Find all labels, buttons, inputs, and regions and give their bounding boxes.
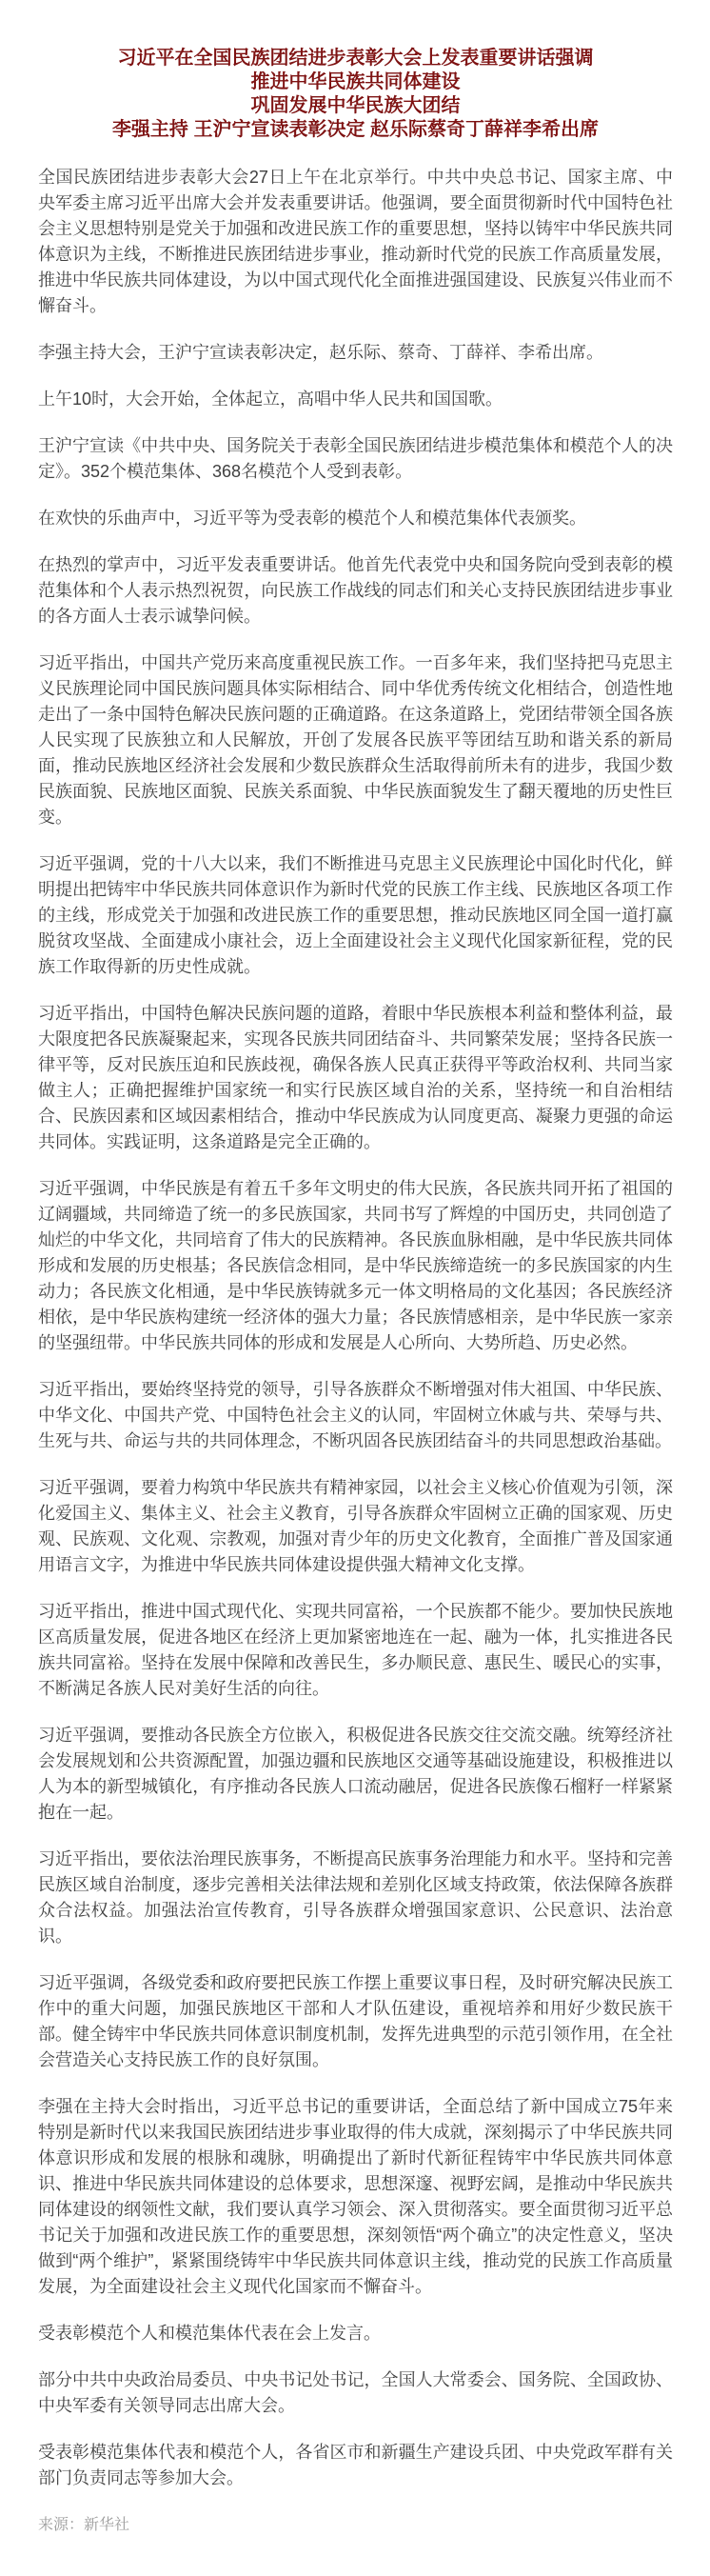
title-line-4: 李强主持 王沪宁宣读表彰决定 赵乐际蔡奇丁薛祥李希出席 bbox=[111, 119, 600, 140]
title-line-2: 推进中华民族共同体建设 bbox=[250, 71, 461, 92]
article-footer bbox=[38, 2512, 673, 2538]
article-paragraph: 在欢快的乐曲声中，习近平等为受表彰的模范个人和模范集体代表颁奖。 bbox=[38, 509, 586, 528]
article-paragraph: 习近平指出，要依法治理民族事务，不断提高民族事务治理能力和水平。坚持和完善民族区域自治制度，逐步完善相关法律法规和差别化区域支持政策，依法保障各族群众合法权益。加强法治宣传教育，引导各族群众增强国家意识、公民意识、法治意识。 bbox=[38, 1849, 673, 1946]
source-line: 来源：新华社 bbox=[38, 2517, 130, 2533]
article-paragraph: 受表彰模范个人和模范集体代表在会上发言。 bbox=[38, 2324, 381, 2343]
article-paragraph: 在热烈的掌声中，习近平发表重要讲话。他首先代表党中央和国务院向受到表彰的模范集体和个人表示热烈祝贺，向民族工作战线的同志们和关心支持民族团结进步事业的各方面人士表示诚挚问候。 bbox=[38, 555, 673, 626]
article-paragraph: 李强在主持大会时指出，习近平总书记的重要讲话，全面总结了新中国成立75年来特别是新时代以来我国民族团结进步事业取得的伟大成就，深刻揭示了中华民族共同体意识形成和发展的根脉和魂脉，明确提出了新时代新征程铸牢中华民族共同体意识、推进中华民族共同体建设的总体要求，思想深邃、视野宏阔，是推动中华民族共同体建设的纲领性文献，我们要认真学习领会、深入贯彻落实。要全面贯彻习近平总书记关于加强和改进民族工作的重要思想，深刻领悟“两个确立”的决定性意义，坚决做到“两个维护”，紧紧围绕铸牢中华民族共同体意识主线，推动党的民族工作高质量发展，为全面建设社会主义现代化国家而不懈奋斗。 bbox=[38, 2097, 673, 2296]
article-title bbox=[38, 47, 673, 142]
article-body bbox=[38, 165, 673, 2491]
article-paragraph: 习近平指出，中国共产党历来高度重视民族工作。一百多年来，我们坚持把马克思主义民族理论同中国民族问题具体实际相结合、同中华优秀传统文化相结合，创造性地走出了一条中国特色解决民族问题的正确道路。在这条道路上，党团结带领全国各族人民实现了民族独立和人民解放，开创了发展各民族平等团结互助和谐关系的新局面，推动民族地区经济社会发展和少数民族群众生活取得前所未有的进步，我国少数民族面貌、民族地区面貌、民族关系面貌、中华民族面貌发生了翻天覆地的历史性巨变。 bbox=[38, 653, 673, 827]
article-paragraph: 习近平指出，中国特色解决民族问题的道路，着眼中华民族根本利益和整体利益，最大限度把各民族凝聚起来，实现各民族共同团结奋斗、共同繁荣发展；坚持各民族一律平等，反对民族压迫和民族歧视，确保各族人民真正获得平等政治权利、共同当家做主人；正确把握维护国家统一和实行民族区域自治的关系，坚持统一和自治相结合、民族因素和区域因素相结合，推动中华民族成为认同度更高、凝聚力更强的命运共同体。实践证明，这条道路是完全正确的。 bbox=[38, 1004, 673, 1151]
article-paragraph: 习近平指出，推进中国式现代化、实现共同富裕，一个民族都不能少。要加快民族地区高质量发展，促进各地区在经济上更加紧密地连在一起、融为一体，扎实推进各民族共同富裕。坚持在发展中保障和改善民生，多办顺民意、惠民生、暖民心的实事，不断满足各族人民对美好生活的向往。 bbox=[38, 1602, 673, 1698]
article-paragraph: 部分中共中央政治局委员、中央书记处书记，全国人大常委会、国务院、全国政协、中央军委有关领导同志出席大会。 bbox=[38, 2370, 673, 2415]
article-paragraph: 全国民族团结进步表彰大会27日上午在北京举行。中共中央总书记、国家主席、中央军委主席习近平出席大会并发表重要讲话。他强调，要全面贯彻新时代中国特色社会主义思想特别是党关于加强和改进民族工作的重要思想，坚持以铸牢中华民族共同体意识为主线，不断推进民族团结进步事业，推动新时代党的民族工作高质量发展，推进中华民族共同体建设，为以中国式现代化全面推进强国建设、民族复兴伟业而不懈奋斗。 bbox=[38, 168, 673, 315]
article-paragraph: 上午10时，大会开始，全体起立，高唱中华人民共和国国歌。 bbox=[38, 389, 503, 409]
article-paragraph: 受表彰模范集体代表和模范个人，各省区市和新疆生产建设兵团、中央党政军群有关部门负责同志等参加大会。 bbox=[38, 2443, 673, 2487]
article-paragraph: 习近平强调，党的十八大以来，我们不断推进马克思主义民族理论中国化时代化，鲜明提出把铸牢中华民族共同体意识作为新时代党的民族工作主线、民族地区各项工作的主线，形成党关于加强和改进民族工作的重要思想，推动民族地区同全国一道打赢脱贫攻坚战、全面建成小康社会，迈上全面建设社会主义现代化国家新征程，党的民族工作取得新的历史性成就。 bbox=[38, 854, 673, 976]
article-paragraph: 李强主持大会，王沪宁宣读表彰决定，赵乐际、蔡奇、丁薛祥、李希出席。 bbox=[38, 343, 603, 362]
title-line-3: 巩固发展中华民族大团结 bbox=[250, 95, 461, 116]
title-line-1: 习近平在全国民族团结进步表彰大会上发表重要讲话强调 bbox=[117, 48, 594, 69]
article-paragraph: 习近平指出，要始终坚持党的领导，引导各族群众不断增强对伟大祖国、中华民族、中华文化、中国共产党、中国特色社会主义的认同，牢固树立休戚与共、荣辱与共、生死与共、命运与共的共同体理念，不断巩固各民族团结奋斗的共同思想政治基础。 bbox=[38, 1380, 673, 1450]
article-paragraph: 习近平强调，要推动各民族全方位嵌入，积极促进各民族交往交流交融。统筹经济社会发展规划和公共资源配置，加强边疆和民族地区交通等基础设施建设，积极推进以人为本的新型城镇化，有序推动各民族人口流动融居，促进各民族像石榴籽一样紧紧抱在一起。 bbox=[38, 1726, 673, 1822]
article-paragraph: 习近平强调，各级党委和政府要把民族工作摆上重要议事日程，及时研究解决民族工作中的重大问题，加强民族地区干部和人才队伍建设，重视培养和用好少数民族干部。健全铸牢中华民族共同体意识制度机制，发挥先进典型的示范引领作用，在全社会营造关心支持民族工作的良好氛围。 bbox=[38, 1973, 673, 2069]
article-paragraph: 习近平强调，要着力构筑中华民族共有精神家园，以社会主义核心价值观为引领，深化爱国主义、集体主义、社会主义教育，引导各族群众牢固树立正确的国家观、历史观、民族观、文化观、宗教观，加强对青少年的历史文化教育，全面推广普及国家通用语言文字，为推进中华民族共同体建设提供强大精神文化支撑。 bbox=[38, 1478, 673, 1574]
article-paragraph: 习近平强调，中华民族是有着五千多年文明史的伟大民族，各民族共同开拓了祖国的辽阔疆域，共同缔造了统一的多民族国家，共同书写了辉煌的中国历史，共同创造了灿烂的中华文化，共同培育了伟大的民族精神。各民族血脉相融，是中华民族共同体形成和发展的历史根基；各民族信念相同，是中华民族缔造统一的多民族国家的内生动力；各民族文化相通，是中华民族铸就多元一体文明格局的文化基因；各民族经济相依，是中华民族构建统一经济体的强大力量；各民族情感相亲，是中华民族一家亲的坚强纽带。中华民族共同体的形成和发展是人心所向、大势所趋、历史必然。 bbox=[38, 1179, 673, 1352]
article-paragraph: 王沪宁宣读《中共中央、国务院关于表彰全国民族团结进步模范集体和模范个人的决定》。352个模范集体、368名模范个人受到表彰。 bbox=[38, 436, 673, 481]
